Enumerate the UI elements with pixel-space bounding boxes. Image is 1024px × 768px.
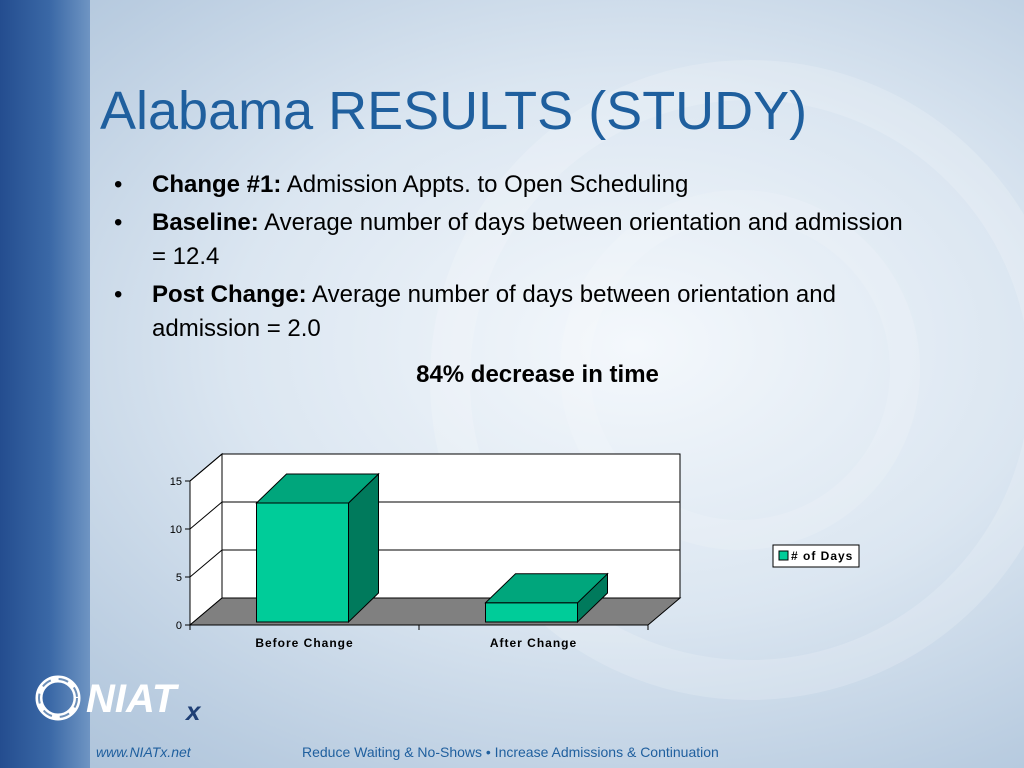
bullet-label: Baseline: <box>152 209 259 236</box>
y-tick-label: 15 <box>169 476 182 488</box>
bullet-item <box>112 168 922 202</box>
bullet-item <box>112 206 922 274</box>
bullet-text: Average number of days between orientation and admission = 12.4 <box>152 209 903 270</box>
bar-front-after-change <box>486 603 578 622</box>
x-category-label: After Change <box>489 636 578 650</box>
legend-label: # of Days <box>791 549 854 563</box>
bar-front-before-change <box>257 503 349 622</box>
bullet-text: Admission Appts. to Open Scheduling <box>281 171 689 198</box>
niatx-logo <box>34 668 224 738</box>
logo-subscript: x <box>186 696 201 726</box>
legend-swatch <box>779 551 788 560</box>
x-category-label: Before Change <box>255 636 354 650</box>
bullet-label: Change #1: <box>152 171 282 198</box>
bullet-dot-icon: • <box>114 281 123 308</box>
footer-tagline: Reduce Waiting & No-Shows • Increase Admissions & Continuation <box>302 744 719 760</box>
bar-chart <box>160 445 880 660</box>
bullet-dot-icon: • <box>114 209 123 236</box>
y-tick-label: 0 <box>175 620 182 632</box>
footer-url[interactable]: www.NIATx.net <box>96 744 191 760</box>
y-tick-label: 10 <box>169 524 182 536</box>
chart-side-wall <box>190 454 222 625</box>
slide-title: Alabama RESULTS (STUDY) <box>100 81 808 141</box>
decrease-summary: 84% decrease in time <box>416 361 659 388</box>
y-tick-label: 5 <box>175 572 182 584</box>
bullet-item <box>112 278 922 346</box>
bullet-label: Post Change: <box>152 281 307 308</box>
bullet-list <box>112 168 922 350</box>
bullet-text: Average number of days between orientation and admission = 2.0 <box>152 281 836 342</box>
bullet-dot-icon: • <box>114 171 123 198</box>
logo-wordmark: NIAT <box>86 677 177 721</box>
